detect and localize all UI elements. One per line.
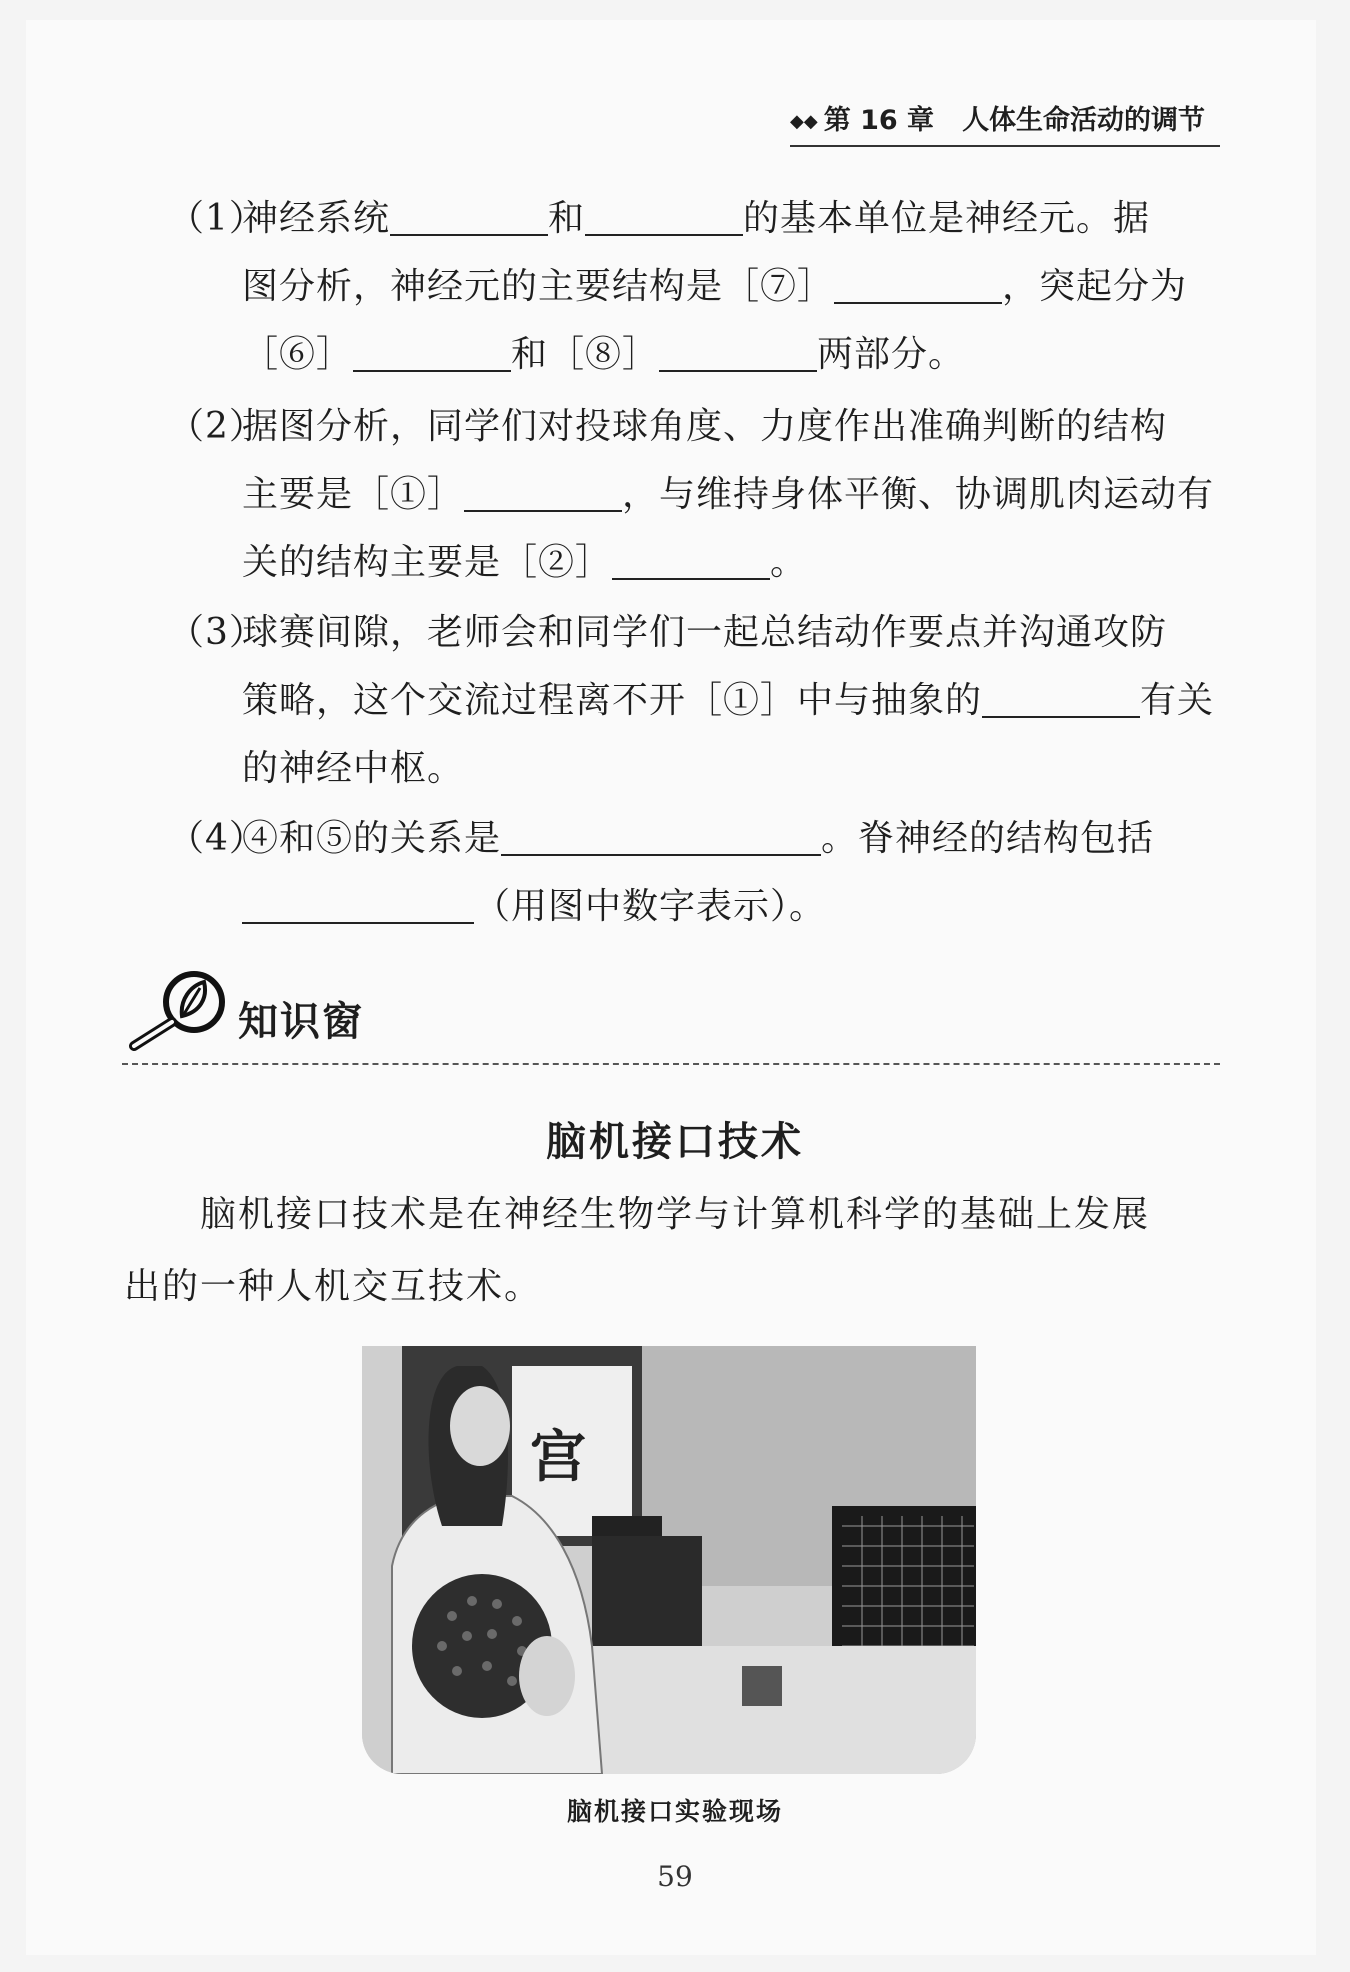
paragraph-line: 脑机接口技术是在神经生物学与计算机科学的基础上发展 bbox=[200, 1194, 1151, 1235]
question-text: 图分析，神经元的主要结构是［⑦］ bbox=[242, 266, 835, 307]
question-text: 主要是［①］ bbox=[242, 474, 465, 515]
answer-blank[interactable] bbox=[464, 474, 622, 512]
answer-blank[interactable] bbox=[353, 334, 511, 372]
question-1-line-1 bbox=[168, 190, 1150, 241]
question-text: 策略，这个交流过程离不开［①］中与抽象的 bbox=[242, 680, 983, 721]
question-3-line-2 bbox=[242, 672, 1214, 723]
question-number: （1） bbox=[168, 198, 266, 239]
question-text: 关的结构主要是［②］ bbox=[242, 542, 613, 583]
dashed-divider bbox=[122, 1063, 1220, 1065]
answer-blank[interactable] bbox=[585, 198, 743, 236]
question-number: （3） bbox=[168, 612, 266, 653]
question-text: 。 bbox=[770, 542, 808, 583]
knowledge-window-title: 知识窗 bbox=[238, 999, 364, 1045]
answer-blank[interactable] bbox=[659, 334, 817, 372]
photo-sign-text: 宫 bbox=[530, 1424, 586, 1490]
diamond-icon: ◆◆ bbox=[790, 111, 818, 132]
photo-caption: 脑机接口实验现场 bbox=[566, 1797, 783, 1826]
chapter-title: 人体生命活动的调节 bbox=[962, 105, 1206, 136]
question-text: （用图中数字表示）。 bbox=[474, 886, 827, 927]
question-1-line-2 bbox=[242, 258, 1187, 309]
question-text: 的神经中枢。 bbox=[242, 748, 465, 789]
question-text: 据图分析，同学们对投球角度、力度作出准确判断的结构 bbox=[242, 406, 1168, 447]
answer-blank[interactable] bbox=[242, 886, 474, 924]
answer-blank[interactable] bbox=[834, 266, 1002, 304]
question-text: ，突起分为 bbox=[1002, 266, 1188, 307]
question-text: 神经系统 bbox=[242, 198, 391, 239]
question-3-line-1 bbox=[168, 604, 1167, 655]
answer-blank[interactable] bbox=[501, 818, 821, 856]
question-text: 和 bbox=[548, 198, 586, 239]
question-text: 两部分。 bbox=[817, 334, 966, 375]
question-4-line-2 bbox=[242, 878, 826, 929]
paragraph-line: 出的一种人机交互技术。 bbox=[124, 1266, 543, 1307]
question-1-line-3 bbox=[242, 326, 965, 377]
question-text: 。脊神经的结构包括 bbox=[821, 818, 1155, 859]
question-2-line-1 bbox=[168, 398, 1167, 449]
question-2-line-3 bbox=[242, 534, 807, 585]
question-3-line-3 bbox=[242, 740, 464, 791]
question-number: （2） bbox=[168, 406, 266, 447]
chapter-header bbox=[790, 98, 1220, 147]
question-text: 有关 bbox=[1140, 680, 1215, 721]
question-text: ④和⑤的关系是 bbox=[242, 818, 502, 859]
answer-blank[interactable] bbox=[612, 542, 770, 580]
magnifier-leaf-icon bbox=[124, 966, 232, 1056]
question-number: （4） bbox=[168, 818, 266, 859]
question-text: ，与维持身体平衡、协调肌肉运动有 bbox=[622, 474, 1215, 515]
section-title: 脑机接口技术 bbox=[546, 1119, 804, 1165]
question-text: 的基本单位是神经元。据 bbox=[743, 198, 1151, 239]
question-text: 和［⑧］ bbox=[511, 334, 660, 375]
question-4-line-1 bbox=[168, 810, 1154, 861]
page-number: 59 bbox=[657, 1860, 693, 1893]
question-text: 球赛间隙，老师会和同学们一起总结动作要点并沟通攻防 bbox=[242, 612, 1168, 653]
chapter-number: 第 16 章 bbox=[823, 105, 935, 136]
experiment-scene-illustration bbox=[362, 1346, 976, 1774]
experiment-photo bbox=[362, 1346, 976, 1774]
question-text: ［⑥］ bbox=[242, 334, 354, 375]
answer-blank[interactable] bbox=[390, 198, 548, 236]
question-2-line-2 bbox=[242, 466, 1214, 517]
answer-blank[interactable] bbox=[982, 680, 1140, 718]
